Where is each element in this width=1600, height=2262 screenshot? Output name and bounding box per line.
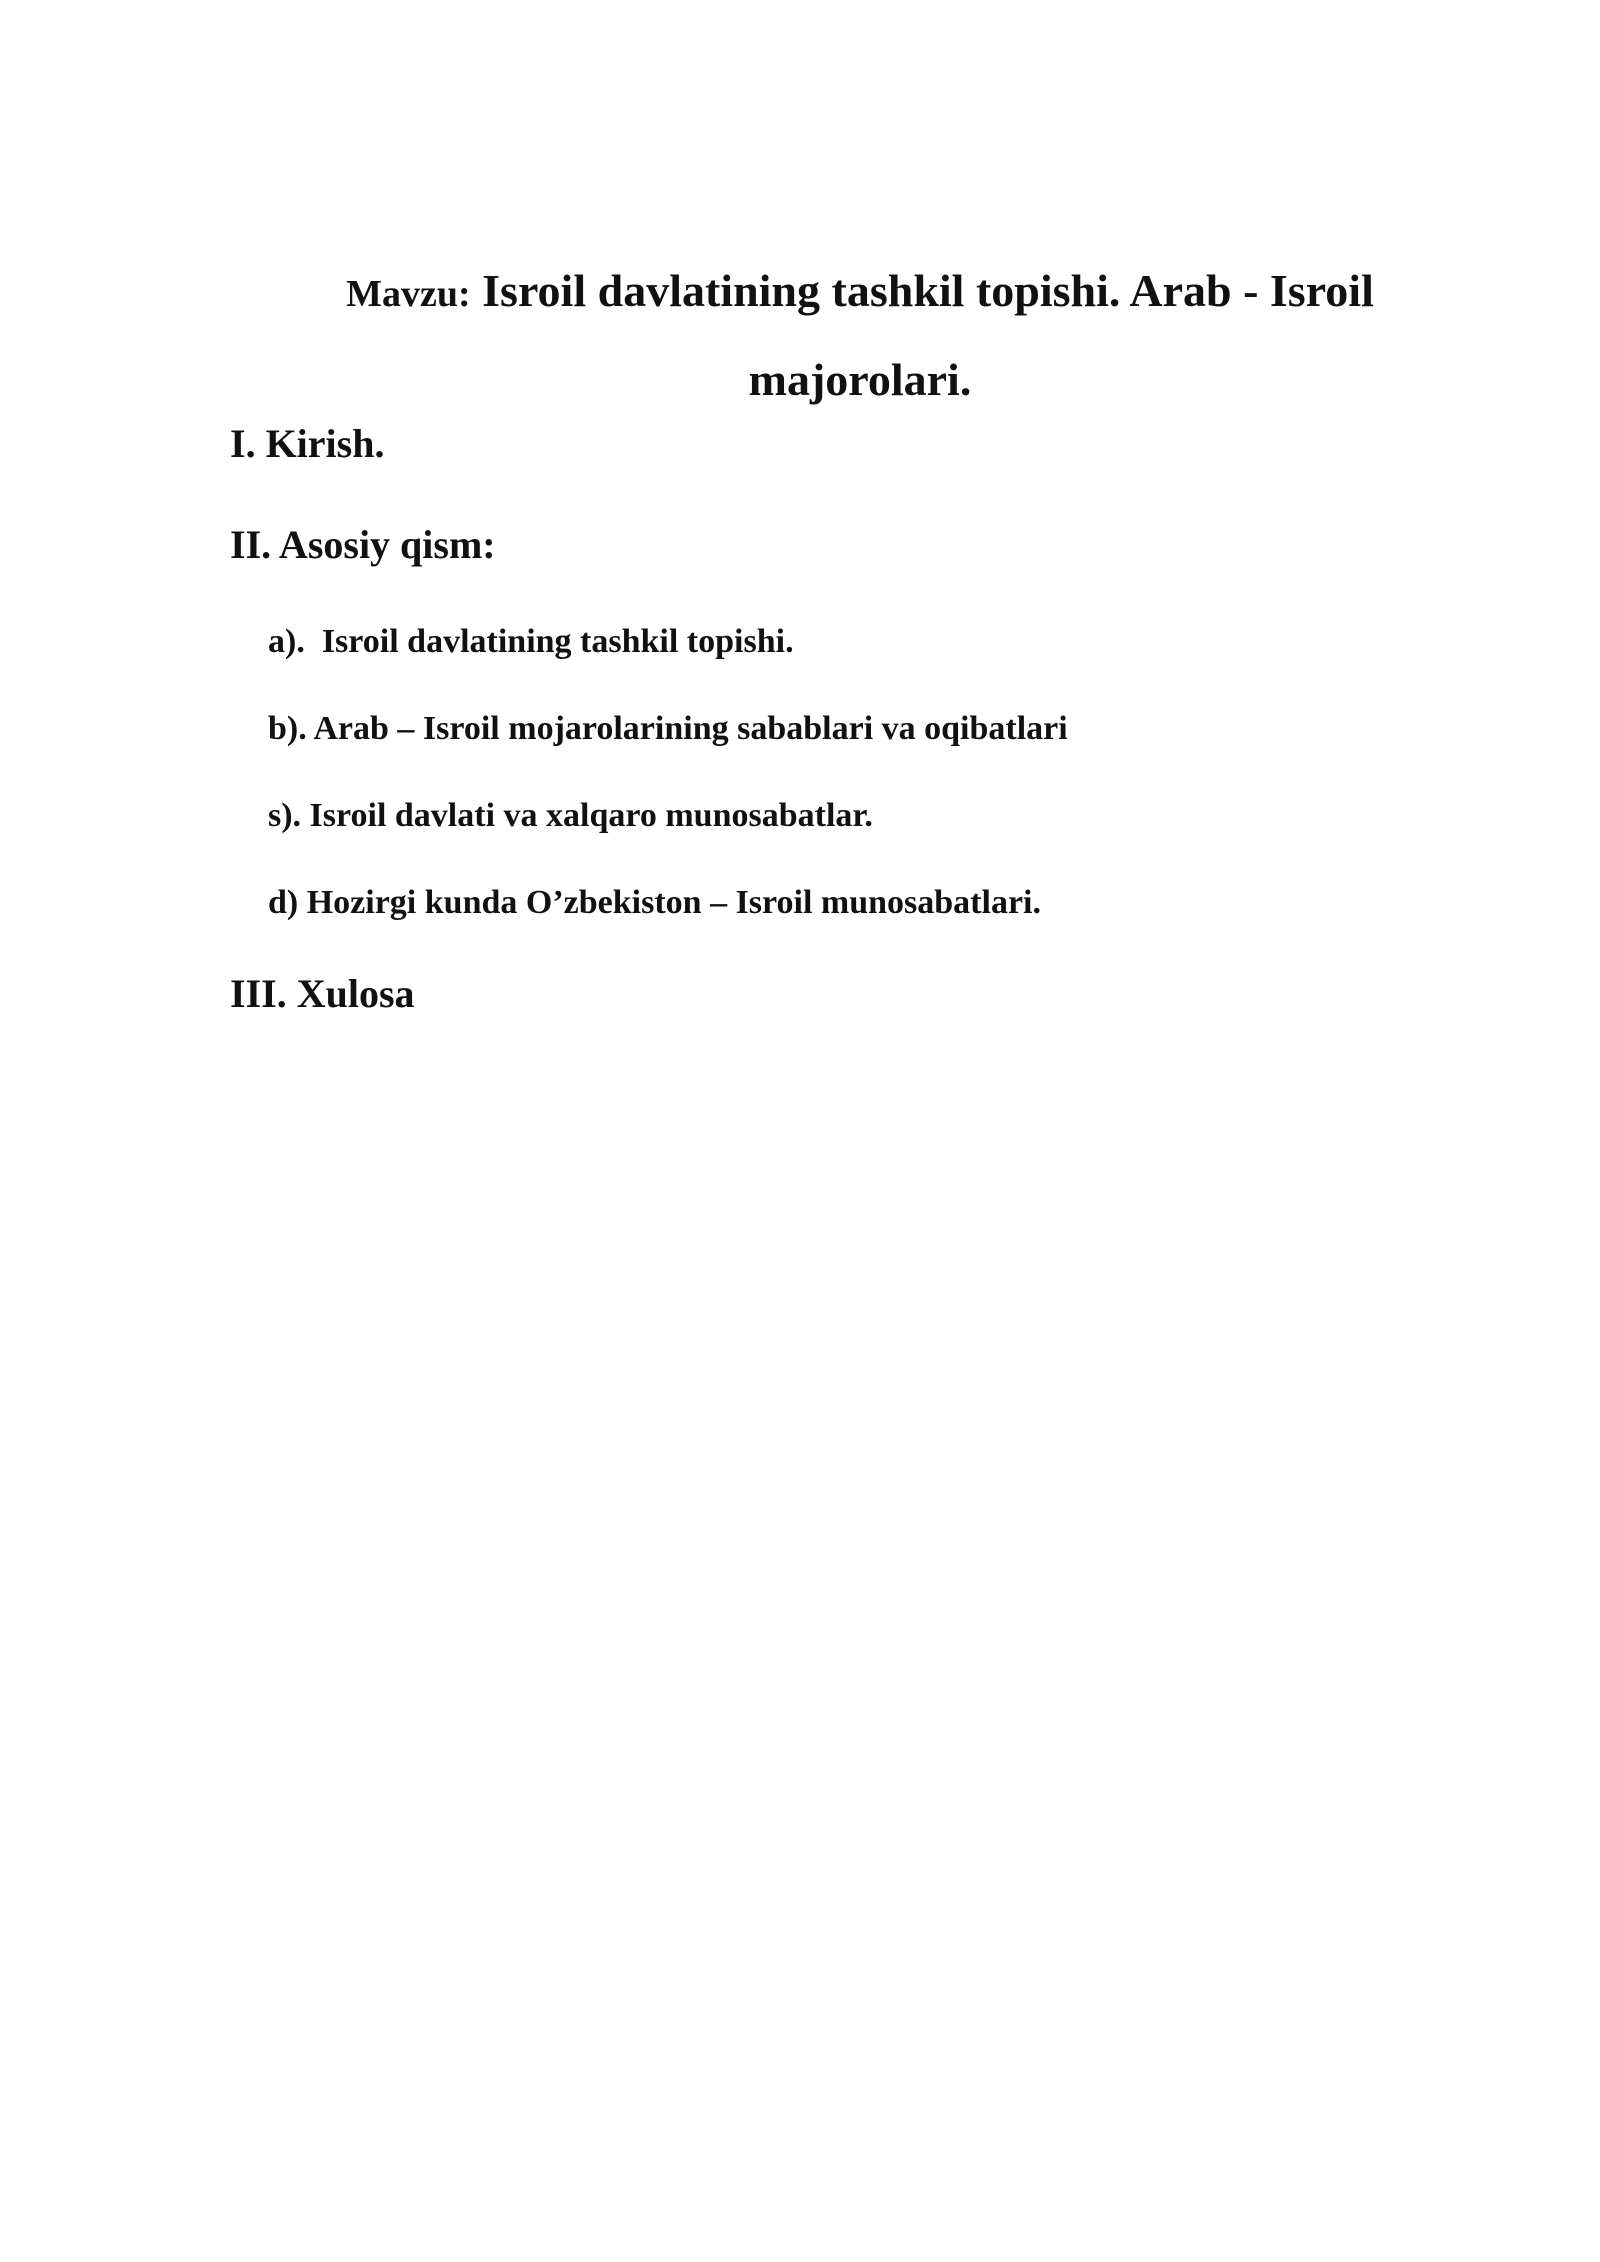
section-main-part: II. Asosiy qism:: [230, 522, 496, 567]
subsection-a: a). Isroil davlatining tashkil topishi.: [268, 623, 794, 660]
document-title: [300, 248, 1420, 422]
section-conclusion: III. Xulosa: [230, 971, 415, 1016]
title-prefix: Mavzu:: [346, 273, 471, 315]
subsection-d: d) Hozirgi kunda O’zbekiston – Isroil munosabatlari.: [268, 884, 1041, 921]
section-introduction: I. Kirish.: [230, 421, 385, 466]
subsection-s: s). Isroil davlati va xalqaro munosabatlar.: [268, 797, 873, 834]
title-text: Isroil davlatining tashkil topishi. Arab - Isroil majorolari.: [482, 265, 1374, 405]
subsection-b: b). Arab – Isroil mojarolarining sabablari va oqibatlari: [268, 710, 1068, 747]
